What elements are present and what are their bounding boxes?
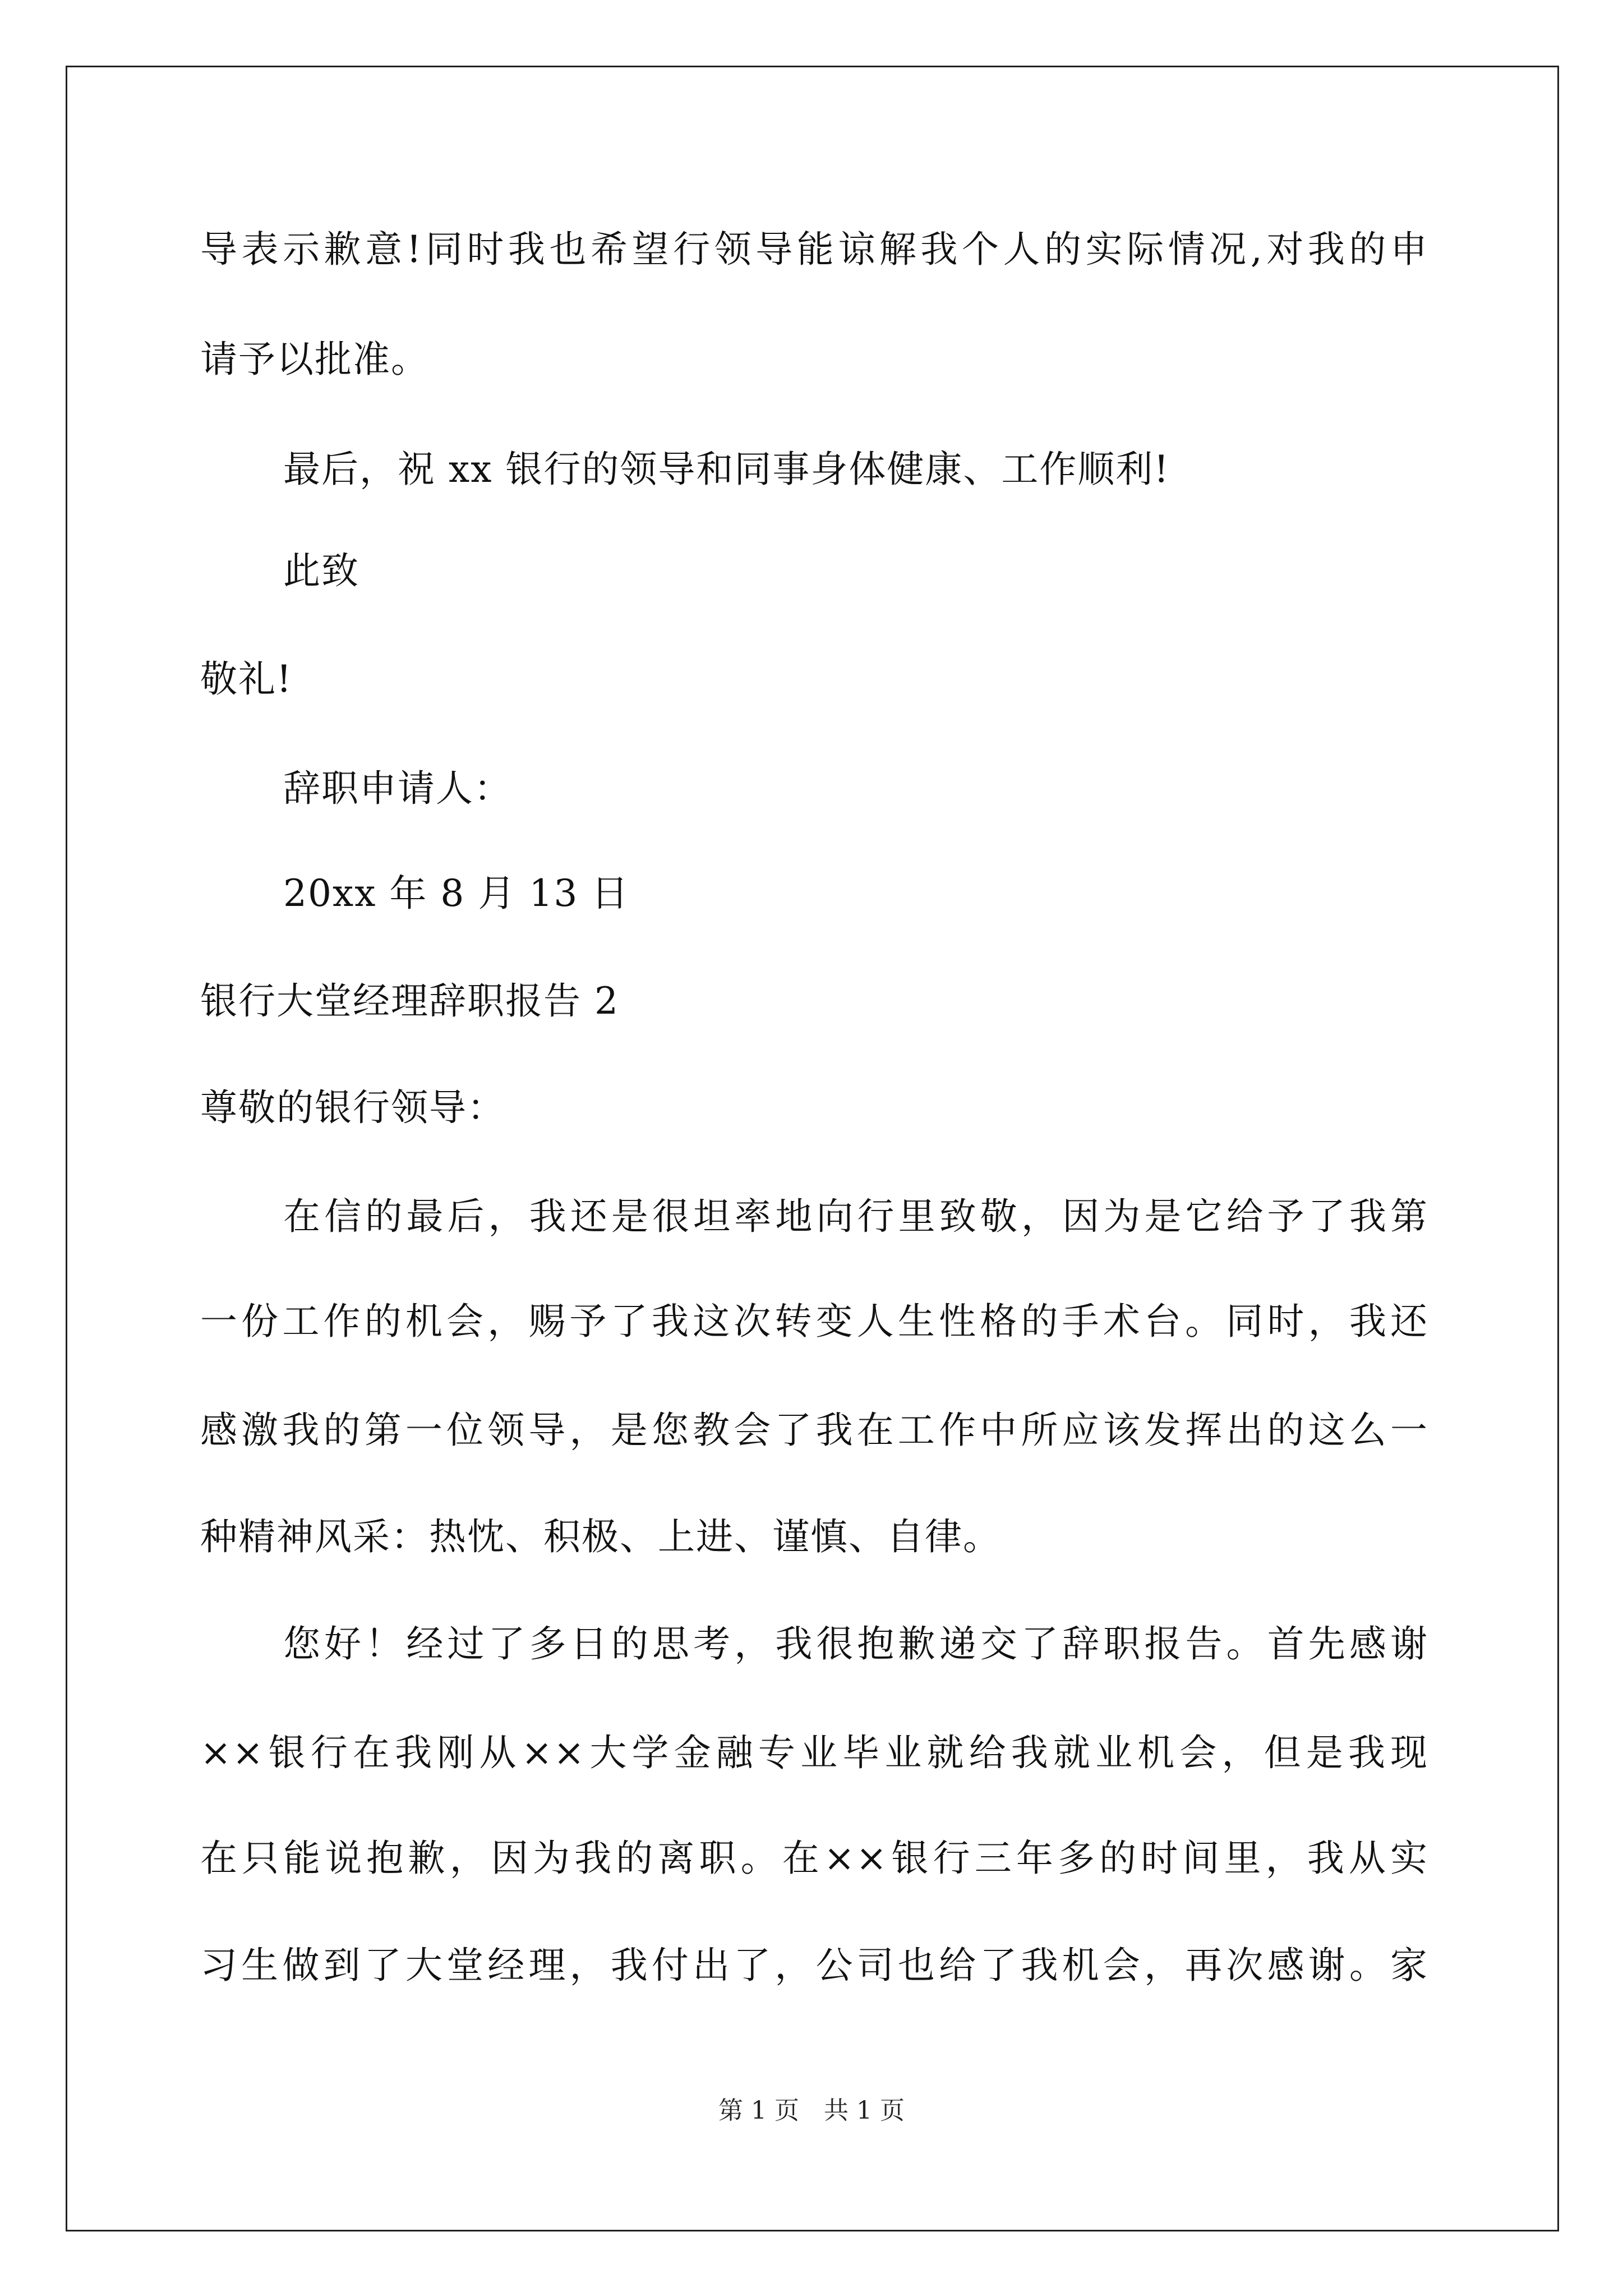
salutation-jing-li: 敬礼!	[200, 657, 293, 701]
letter-greeting: 尊敬的银行领导：	[200, 1086, 505, 1129]
body-line-1: 导表示歉意!同时我也希望行领导能谅解我个人的实际情况,对我的申	[200, 228, 1428, 271]
page-border	[66, 66, 1559, 2231]
closing-wishes: 最后，祝 xx 银行的领导和同事身体健康、工作顺利!	[283, 448, 1170, 491]
paragraph-2-line-1: 您好！经过了多日的思考，我很抱歉递交了辞职报告。首先感谢	[283, 1622, 1428, 1665]
body-line-2: 请予以批准。	[200, 338, 429, 381]
signature-date: 20xx 年 8 月 13 日	[283, 872, 630, 915]
signature-applicant: 辞职申请人：	[283, 767, 512, 810]
section-heading: 银行大堂经理辞职报告 2	[200, 979, 619, 1023]
paragraph-2-line-2: ××银行在我刚从××大学金融专业毕业就给我就业机会，但是我现	[200, 1731, 1428, 1774]
page-footer: 第 1 页 共 1 页	[718, 2096, 905, 2125]
paragraph-1-line-1: 在信的最后，我还是很坦率地向行里致敬，因为是它给予了我第	[283, 1195, 1428, 1238]
paragraph-1-line-2: 一份工作的机会，赐予了我这次转变人生性格的手术台。同时，我还	[200, 1300, 1428, 1343]
paragraph-1-line-4: 种精神风采：热忱、积极、上进、谨慎、自律。	[200, 1515, 1001, 1558]
paragraph-2-line-4: 习生做到了大堂经理，我付出了，公司也给了我机会，再次感谢。家	[200, 1944, 1428, 1987]
paragraph-2-line-3: 在只能说抱歉，因为我的离职。在××银行三年多的时间里，我从实	[200, 1837, 1428, 1880]
salutation-ci-zhi: 此致	[283, 549, 359, 592]
paragraph-1-line-3: 感激我的第一位领导，是您教会了我在工作中所应该发挥出的这么一	[200, 1409, 1428, 1452]
